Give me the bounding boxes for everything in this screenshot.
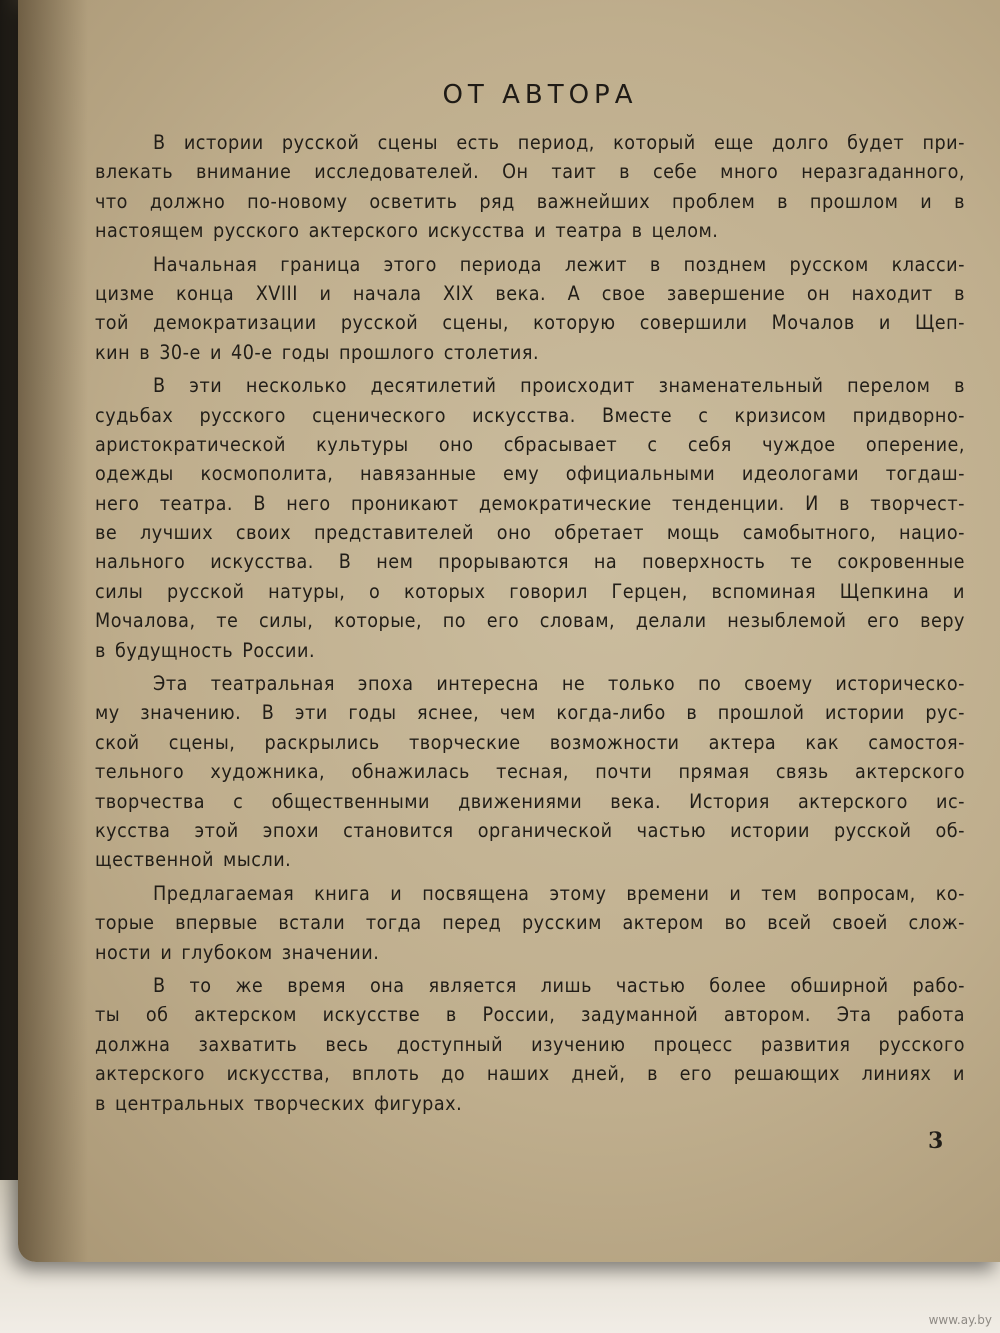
paragraph	[95, 879, 965, 967]
text-line: в центральных творческих фигурах.	[95, 1091, 463, 1115]
text-line: Начальная граница этого периода лежит в позднем русском класси-	[153, 252, 965, 276]
text-line: ве лучших своих представителей оно обретает мощь самобытного, нацио-	[95, 521, 965, 545]
paragraph	[95, 371, 965, 665]
text-line: ской сцены, раскрылись творческие возможности актера как самостоя-	[95, 730, 965, 754]
text-line: аристократической культуры оно сбрасывает с себя чуждое оперение,	[95, 432, 965, 456]
page-gutter-shadow	[18, 0, 88, 1262]
paragraph	[95, 250, 965, 368]
text-line: ты об актерском искусстве в России, задуманной автором. Эта работа	[95, 1003, 965, 1027]
text-line: му значению. В эти годы яснее, чем когда-либо в прошлой истории рус-	[95, 701, 965, 725]
text-line: в будущность России.	[95, 638, 316, 662]
text-line: щественной мысли.	[95, 848, 292, 872]
text-line: нального искусства. В нем прорываются на поверхность те сокровенные	[95, 550, 965, 574]
text-line: В то же время она является лишь частью более обширной рабо-	[153, 973, 965, 997]
text-line: Предлагаемая книга и посвящена этому времени и тем вопросам, ко-	[153, 881, 965, 905]
text-line: одежды космополита, навязанные ему официальными идеологами тогдаш-	[95, 462, 965, 486]
text-line: В истории русской сцены есть период, который еще долго будет при-	[153, 131, 965, 154]
text-line: кусства этой эпохи становится органической частью истории русской об-	[95, 818, 965, 842]
chapter-title: ОТ АВТОРА	[442, 80, 638, 110]
text-line: ности и глубоком значении.	[95, 940, 380, 964]
text-line: В эти несколько десятилетий происходит знаменательный перелом в	[153, 374, 965, 398]
text-line: цизме конца XVIII и начала XIX века. А свое завершение он находит в	[95, 281, 965, 305]
text-line: него театра. В него проникают демократические тенденции. И в творчест-	[95, 491, 965, 515]
paragraph	[95, 669, 965, 875]
body-text	[95, 128, 965, 1118]
text-line: Мочалова, те силы, которые, по его словам, делали незыблемой его веру	[95, 609, 965, 633]
text-line: той демократизации русской сцены, которую совершили Мочалов и Щеп-	[95, 311, 965, 335]
page-number: 3	[928, 1128, 944, 1154]
text-line: Эта театральная эпоха интересна не только по своему историческо-	[153, 672, 965, 696]
text-line: настоящем русского актерского искусства и театра в целом.	[95, 219, 719, 243]
text-line: кин в 30-е и 40-е годы прошлого столетия.	[95, 340, 540, 364]
text-line: тельного художника, обнажилась тесная, почти прямая связь актерского	[95, 760, 965, 784]
text-line: должна захватить весь доступный изучению процесс развития русского	[95, 1032, 965, 1056]
text-line: судьбах русского сценического искусства. Вместе с кризисом придворно-	[95, 403, 965, 427]
text-line: торые впервые встали тогда перед русским актером во всей своей слож-	[95, 911, 965, 935]
paragraph	[95, 971, 965, 1118]
paragraph	[95, 128, 965, 246]
text-line: творчества с общественными движениями века. История актерского ис-	[95, 789, 965, 813]
text-line: что должно по-новому осветить ряд важнейших проблем в прошлом и в	[95, 189, 965, 213]
text-line: влекать внимание исследователей. Он таит в себе много неразгаданного,	[95, 160, 965, 184]
text-line: актерского искусства, вплоть до наших дней, в его решающих линиях и	[95, 1062, 965, 1086]
text-line: силы русской натуры, о которых говорил Герцен, вспоминая Щепкина и	[95, 579, 965, 603]
watermark: www.ay.by	[928, 1313, 992, 1327]
